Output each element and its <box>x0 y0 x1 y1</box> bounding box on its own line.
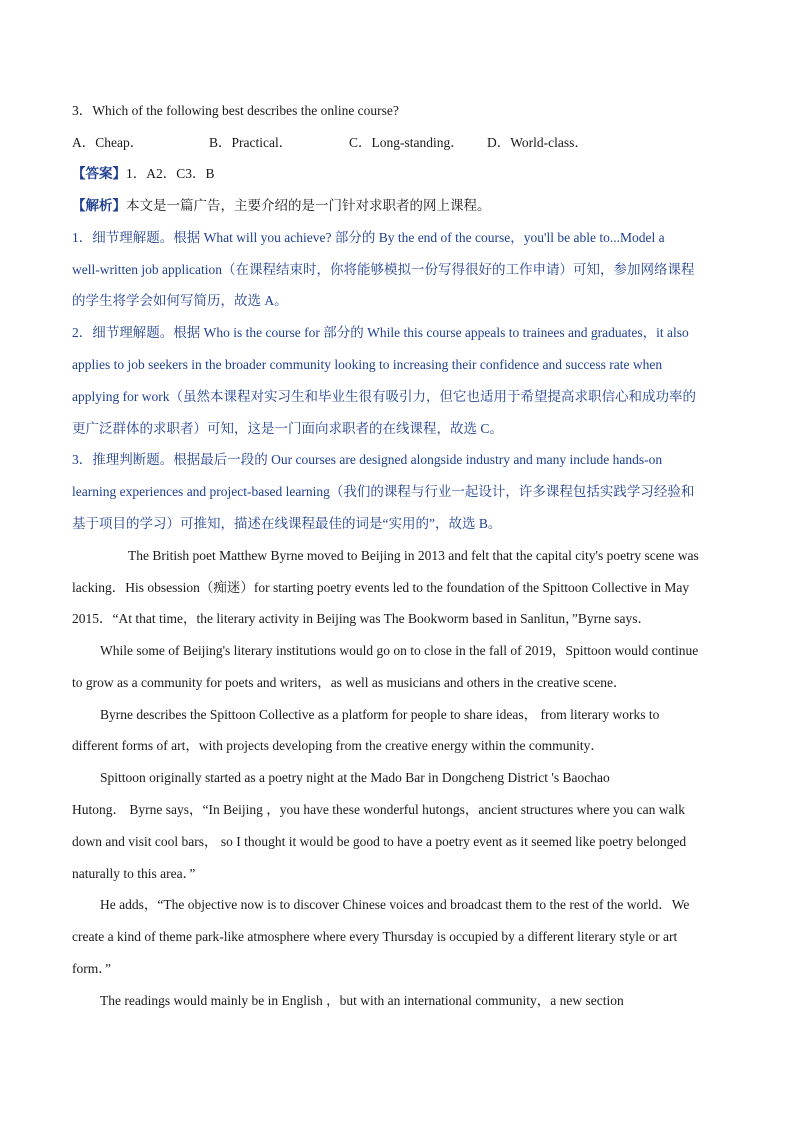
answer-text: 1．A2．C3．B <box>126 166 215 181</box>
analysis-line: applying for work（虽然本课程对实习生和毕业生很有吸引力，但它也适用于希望提高求职信心和成功率的 <box>72 389 696 404</box>
passage-line: The British poet Matthew Byrne moved to Beijing in 2013 and felt that the capital city's poetry scene was <box>128 548 699 563</box>
analysis-line: applies to job seekers in the broader community looking to increasing their confidence and success rate when <box>72 357 663 372</box>
passage-line: 2015．“At that time，the literary activity in Beijing was The Bookworm based in Sanlitun，”Byrne says． <box>72 611 652 626</box>
analysis-line: 基于项目的学习）可推知，描述在线课程最佳的词是“实用的”，故选 B。 <box>72 516 502 531</box>
answer-tag: 【答案】 <box>72 166 126 181</box>
passage-line: down and visit cool bars， so I thought it would be good to have a poetry event as it seemed like poetry belonged <box>72 834 687 849</box>
passage-line: While some of Beijing's literary institutions would go on to close in the fall of 2019，Spittoon would continue <box>100 643 699 658</box>
passage-line: form．” <box>72 961 111 976</box>
passage-line: lacking．His obsession（痴迷）for starting poetry events led to the foundation of the Spittoon Collective in May <box>72 580 690 595</box>
passage-line: create a kind of theme park-like atmosphere where every Thursday is occupied by a different literary style or art <box>72 929 678 944</box>
passage-line: Byrne describes the Spittoon Collective as a platform for people to share ideas， from literary works to <box>100 707 660 722</box>
option-b: B．Practical． <box>209 135 293 150</box>
analysis-line: 2．细节理解题。根据 Who is the course for 部分的 While this course appeals to trainees and graduates，it also <box>72 325 689 340</box>
analysis-line: well-written job application（在课程结束时，你将能够模拟一份写得很好的工作申请）可知，参加网络课程 <box>72 262 695 277</box>
analysis-line: 3．推理判断题。根据最后一段的 Our courses are designed alongside industry and many include hands-on <box>72 452 663 467</box>
analysis-line: learning experiences and project-based learning（我们的课程与行业一起设计，许多课程包括实践学习经验和 <box>72 484 695 499</box>
passage-line: Spittoon originally started as a poetry night at the Mado Bar in Dongcheng District 's Baochao <box>100 770 610 785</box>
analysis-line: 更广泛群体的求职者）可知，这是一门面向求职者的在线课程，故选 C。 <box>72 421 503 436</box>
option-c: C．Long-standing． <box>349 135 464 150</box>
analysis-intro-line <box>72 197 491 215</box>
analysis-line: 1．细节理解题。根据 What will you achieve? 部分的 By the end of the course，you'll be able to...Model a <box>72 230 665 245</box>
analysis-line: 的学生将学会如何写简历，故选 A。 <box>72 293 288 308</box>
analysis-tag: 【解析】 <box>72 198 126 213</box>
question-stem: 3．Which of the following best describes the online course? <box>72 103 399 118</box>
passage-line: naturally to this area．” <box>72 866 196 881</box>
passage-line: Hutong． Byrne says，“In Beijing ，you have these wonderful hutongs，ancient structures where you can walk <box>72 802 685 817</box>
passage-line: He adds，“The objective now is to discover Chinese voices and broadcast them to the rest of the world．We <box>100 897 690 912</box>
option-a: A．Cheap． <box>72 135 144 150</box>
passage-line: The readings would mainly be in English ，but with an international community，a new section <box>100 993 624 1008</box>
passage-line: different forms of art，with projects developing from the creative energy within the community． <box>72 738 604 753</box>
passage-line: to grow as a community for poets and writers，as well as musicians and others in the creative scene． <box>72 675 627 690</box>
option-d: D．World-class． <box>487 135 588 150</box>
answer-line <box>72 165 215 183</box>
analysis-intro: 本文是一篇广告，主要介绍的是一门针对求职者的网上课程。 <box>126 198 491 213</box>
